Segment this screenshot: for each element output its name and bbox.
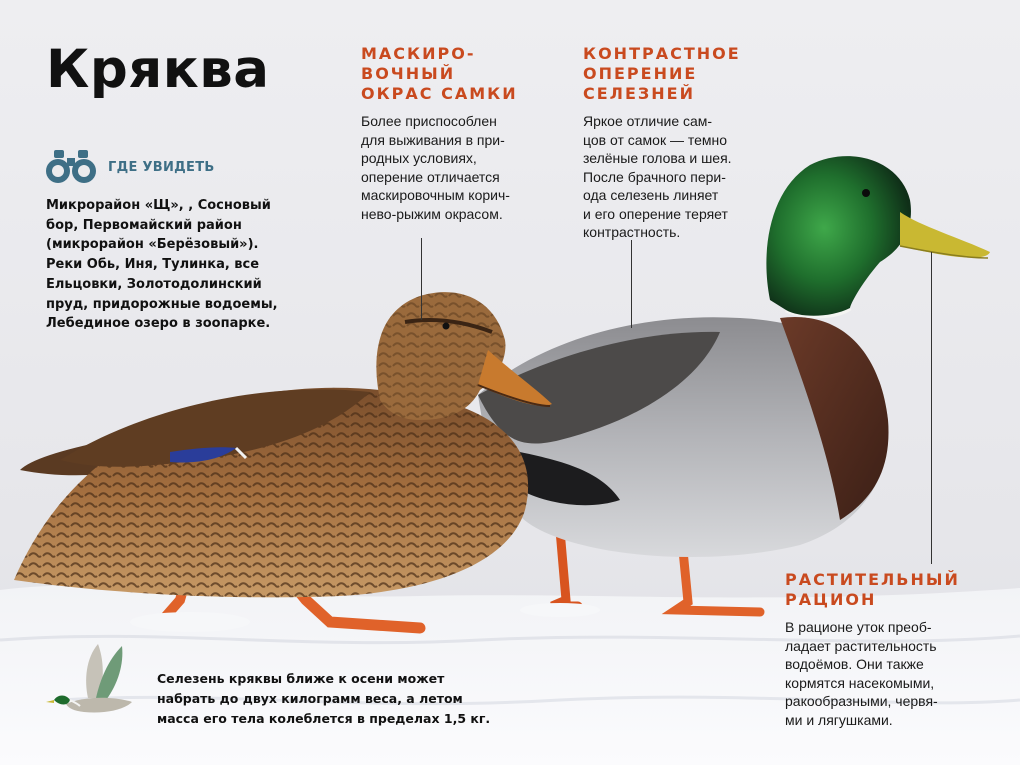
binoculars-icon	[46, 150, 96, 184]
flying-duck-icon	[44, 640, 140, 722]
female-text: Более приспособлен для выживания в при- родных условиях, оперение отличается маскировочным корич- нево-рыжим окрасом.	[361, 113, 510, 222]
diet-leader-line	[931, 252, 932, 564]
where-to-see-label: ГДЕ УВИДЕТЬ	[108, 159, 215, 175]
diet-text: В рационе уток преоб- ладает растительность водоёмов. Они также кормятся насекомыми, ракообразными, червя- ми и лягушками.	[785, 619, 938, 728]
male-heading: КОНТРАСТНОЕ ОПЕРЕНИЕ СЕЛЕЗНЕЙ	[583, 44, 741, 103]
page-title: Кряква	[46, 39, 270, 100]
diet-heading: РАСТИТЕЛЬНЫЙ РАЦИОН	[785, 570, 960, 609]
where-to-see-text: Микрорайон «Щ», , Сосновый бор, Первомайский район (микрорайон «Берёзовый»). Реки Обь, Иня, Тулинка, все Ельцовки, Золотодолинский пруд, придорожные водоемы, Лебединое озеро в зоопарке.	[46, 198, 278, 332]
female-leader-line	[421, 238, 422, 320]
where-to-see-header	[46, 150, 215, 184]
male-text: Яркое отличие сам- цов от самок — темно зелёные голова и шея. После брачного пери- ода селезень линяет и его оперение теряет контрастность.	[583, 113, 732, 240]
male-leader-line	[631, 240, 632, 328]
bottom-note-text: Селезень кряквы ближе к осени может набрать до двух килограмм веса, а летом масса его тела колеблется в пределах 1,5 кг.	[157, 671, 491, 726]
female-heading: МАСКИРО- ВОЧНЫЙ ОКРАС САМКИ	[361, 44, 518, 103]
